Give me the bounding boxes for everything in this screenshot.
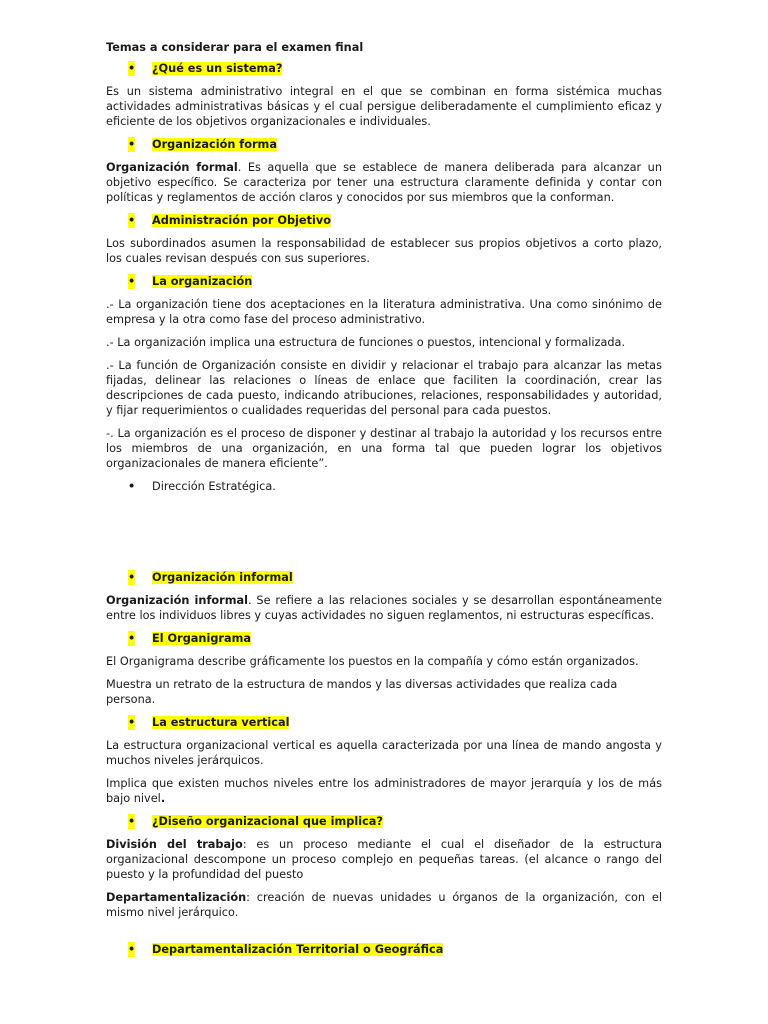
heading-label: Organización informal	[152, 571, 293, 584]
heading-label: Departamentalización Territorial o Geográfica	[152, 943, 444, 956]
paragraph-administracion-objetivo: Los subordinados asumen la responsabilidad de establecer sus propios objetivos a corto plazo, los cuales revisan después con sus superiores.	[106, 237, 662, 265]
paragraph-organizacion-1: .- La organización tiene dos aceptaciones en la literatura administrativa. Una como sinónimo de empresa y la otra como fase del proceso administrativo.	[106, 298, 662, 326]
paragraph-estructura-vertical-1: La estructura organizacional vertical es aquella caracterizada por una línea de mando angosta y muchos niveles jerárquicos.	[106, 739, 662, 767]
bullet-icon: •	[128, 275, 136, 288]
bullet-icon: •	[128, 571, 136, 584]
heading-administracion-por-objetivo	[106, 213, 662, 228]
paragraph-organigrama-1: El Organigrama describe gráficamente los puestos en la compañía y cómo están organizados.	[106, 655, 639, 668]
term-bold: Organización informal	[106, 594, 248, 607]
heading-departamentalizacion-territorial	[106, 942, 662, 957]
bullet-icon: •	[128, 632, 136, 645]
blank-space	[106, 928, 662, 942]
heading-que-es-un-sistema	[106, 61, 662, 76]
heading-organizacion-informal	[106, 570, 662, 585]
heading-label: El Organigrama	[152, 632, 251, 645]
term-bold: Organización formal	[106, 161, 238, 174]
paragraph-organizacion-4: -. La organización es el proceso de disponer y destinar al trabajo la autoridad y los recursos entre los miembros de una organización, en una forma tal que pueden lograr los objetivos organizacionales de manera eficiente”.	[106, 427, 662, 470]
paragraph-estructura-vertical-2	[106, 776, 662, 806]
heading-label: La organización	[152, 275, 253, 288]
paragraph-sistema: Es un sistema administrativo integral en el que se combinan en forma sistémica muchas actividades administrativas básicas y el cual persigue deliberadamente el cumplimiento eficaz y eficiente de los objetivos organizacionales e individuales.	[106, 85, 662, 128]
heading-label: ¿Diseño organizacional que implica?	[152, 815, 383, 828]
heading-direccion-estrategica	[106, 479, 662, 494]
paragraph-organizacion-3: .- La función de Organización consiste en dividir y relacionar el trabajo para alcanzar las metas fijadas, delinear las relaciones o líneas de enlace que faciliten la coordinación, crear las descripciones de cada puesto, indicando atribuciones, relaciones, responsabilidades y autoridad, y fijar requerimientos o cualidades requeridas del personal para cada puestos.	[106, 359, 662, 417]
paragraph-departamentalizacion	[106, 890, 662, 920]
bullet-icon: •	[128, 716, 136, 729]
definition-text: . Se refiere a las relaciones sociales y se desarrollan espontáneamente entre los individuos libres y cuyas actividades no siguen reglamentos, ni estructuras específicas.	[106, 594, 662, 622]
bullet-icon: •	[128, 214, 136, 227]
heading-organizacion-forma	[106, 137, 662, 152]
heading-label: La estructura vertical	[152, 716, 290, 729]
heading-diseno-organizacional	[106, 814, 662, 829]
heading-la-organizacion	[106, 274, 662, 289]
heading-label: ¿Qué es un sistema?	[152, 62, 283, 75]
paragraph-text: Implica que existen muchos niveles entre los administradores de mayor jerarquía y los de más bajo nivel	[106, 777, 662, 805]
heading-label: Dirección Estratégica.	[152, 480, 276, 493]
term-bold: División del trabajo	[106, 838, 243, 851]
definition-text: : creación de nuevas unidades u órganos de la organización, con el mismo nivel jerárquico.	[106, 891, 662, 919]
blank-space	[106, 502, 662, 570]
bullet-icon: •	[128, 943, 136, 956]
paragraph-organizacion-2: .- La organización implica una estructura de funciones o puestos, intencional y formalizada.	[106, 336, 626, 349]
document-title: Temas a considerar para el examen final	[106, 41, 364, 54]
paragraph-organizacion-informal	[106, 593, 662, 623]
definition-text: . Es aquella que se establece de manera deliberada para alcanzar un objetivo específico. Se caracteriza por tener una estructura claramente definida y contar con políticas y reglamentos de acción claros y conocidos por sus miembros que la conforman.	[106, 161, 662, 204]
heading-label: Administración por Objetivo	[152, 214, 331, 227]
paragraph-division-trabajo	[106, 837, 662, 882]
heading-estructura-vertical	[106, 715, 662, 730]
bullet-icon: •	[128, 62, 136, 75]
bullet-icon: •	[128, 480, 136, 493]
heading-label: Organización forma	[152, 138, 277, 151]
definition-text: : es un proceso mediante el cual el diseñador de la estructura organizacional descompone un proceso complejo en pequeñas tareas. (el alcance o rango del puesto y la profundidad del puesto	[106, 838, 663, 881]
paragraph-organizacion-formal	[106, 160, 662, 205]
heading-el-organigrama	[106, 631, 662, 646]
bullet-icon: •	[128, 138, 136, 151]
document-page	[106, 40, 662, 965]
period-bold: .	[160, 792, 166, 805]
term-bold: Departamentalización	[106, 891, 247, 904]
paragraph-organigrama-2: Muestra un retrato de la estructura de mandos y las diversas actividades que realiza cada persona.	[106, 678, 618, 706]
bullet-icon: •	[128, 815, 136, 828]
